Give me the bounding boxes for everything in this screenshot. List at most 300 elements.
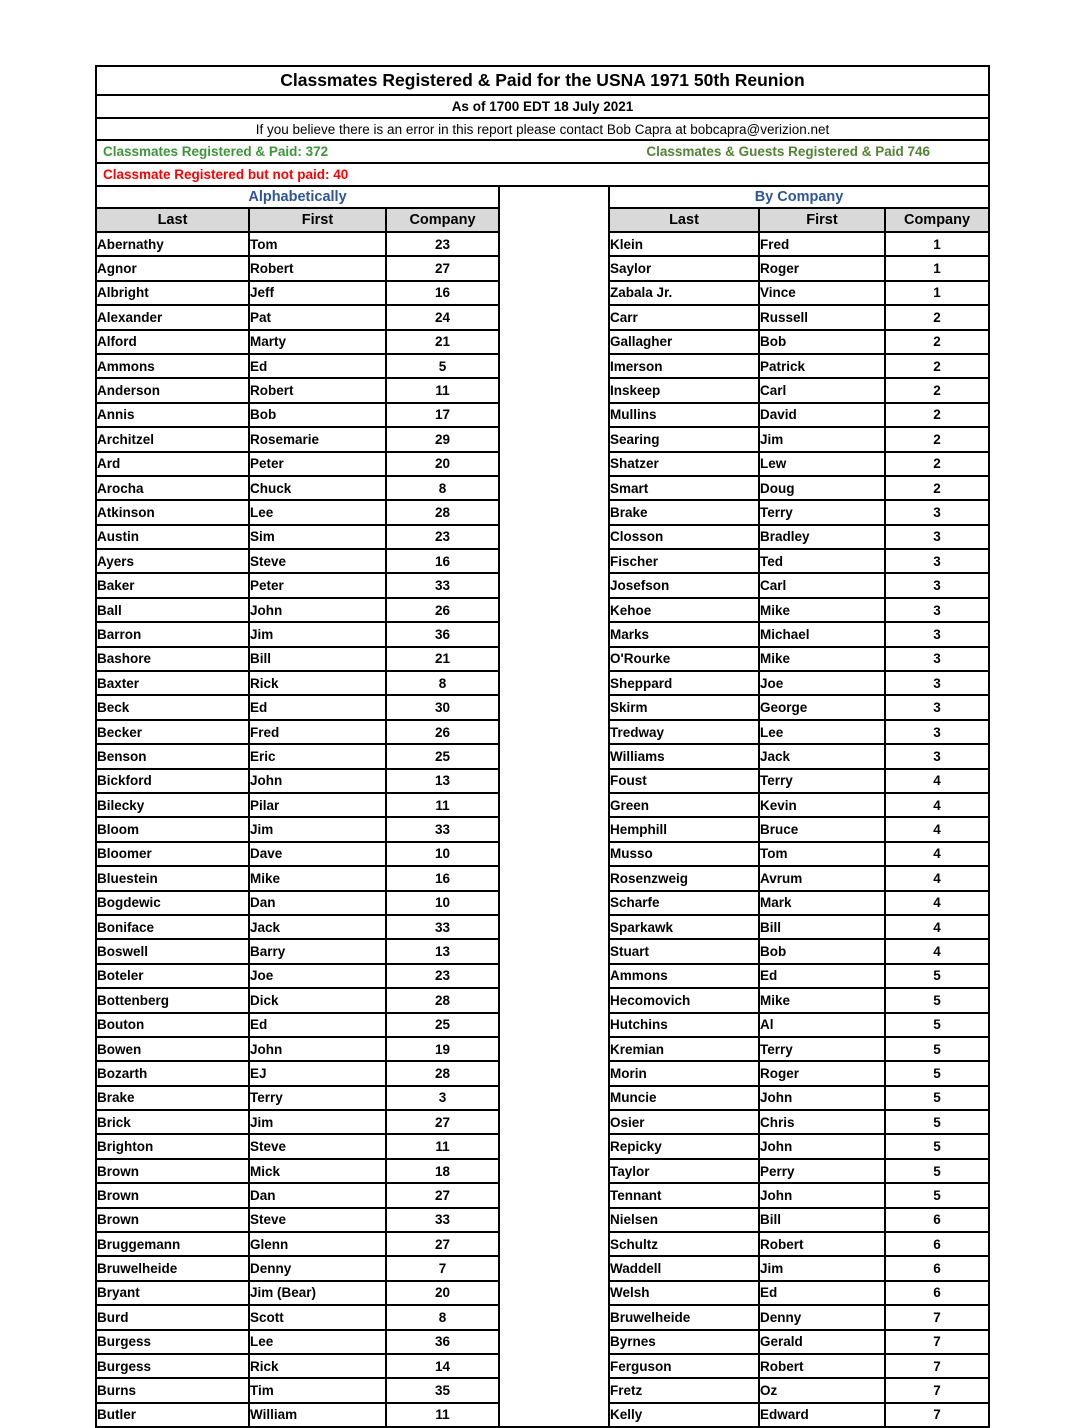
table-row: [609, 525, 989, 549]
table-row: [609, 573, 989, 597]
first-name-cell: Robert: [249, 378, 386, 402]
company-cell: 2: [885, 330, 989, 354]
first-name-cell: Tim: [249, 1378, 386, 1402]
first-name-cell: Lee: [249, 500, 386, 524]
last-name-cell: Boswell: [96, 939, 249, 963]
first-name-cell: Peter: [249, 573, 386, 597]
last-name-cell: Bottenberg: [96, 988, 249, 1012]
company-cell: 6: [885, 1281, 989, 1305]
table-row: [96, 1305, 499, 1329]
company-cell: 1: [885, 256, 989, 280]
last-name-cell: Tennant: [609, 1183, 759, 1207]
first-name-cell: Marty: [249, 330, 386, 354]
table-row: [96, 330, 499, 354]
company-cell: 26: [386, 720, 499, 744]
first-name-cell: Ted: [759, 549, 885, 573]
last-name-cell: Smart: [609, 476, 759, 500]
first-name-cell: Mike: [759, 647, 885, 671]
company-cell: 4: [885, 915, 989, 939]
first-name-cell: Dan: [249, 1183, 386, 1207]
first-name-cell: Carl: [759, 573, 885, 597]
company-cell: 10: [386, 842, 499, 866]
company-cell: 1: [885, 281, 989, 305]
table-row: [96, 573, 499, 597]
first-name-cell: Dick: [249, 988, 386, 1012]
column-header-first: First: [759, 208, 885, 232]
first-name-cell: Scott: [249, 1305, 386, 1329]
table-row: [609, 1110, 989, 1134]
company-cell: 33: [386, 915, 499, 939]
company-cell: 5: [885, 1037, 989, 1061]
table-row: [609, 793, 989, 817]
error-contact-note: If you believe there is an error in this report please contact Bob Capra at bobcapra@verizion.net: [95, 117, 990, 141]
table-row: [96, 403, 499, 427]
table-row: [96, 452, 499, 476]
company-cell: 28: [386, 988, 499, 1012]
table-row: [96, 695, 499, 719]
company-cell: 2: [885, 354, 989, 378]
last-name-cell: Inskeep: [609, 378, 759, 402]
first-name-cell: Dave: [249, 842, 386, 866]
first-name-cell: Ed: [249, 695, 386, 719]
company-cell: 24: [386, 305, 499, 329]
table-row: [96, 378, 499, 402]
company-cell: 20: [386, 1281, 499, 1305]
table-row: [96, 525, 499, 549]
company-cell: 5: [885, 1061, 989, 1085]
last-name-cell: Sparkawk: [609, 915, 759, 939]
last-name-cell: Bryant: [96, 1281, 249, 1305]
company-cell: 4: [885, 793, 989, 817]
last-name-cell: Butler: [96, 1403, 249, 1427]
last-name-cell: Ferguson: [609, 1354, 759, 1378]
first-name-cell: Ed: [759, 964, 885, 988]
last-name-cell: Kremian: [609, 1037, 759, 1061]
company-cell: 25: [386, 1013, 499, 1037]
table-row: [96, 622, 499, 646]
first-name-cell: Michael: [759, 622, 885, 646]
last-name-cell: Annis: [96, 403, 249, 427]
first-name-cell: Kevin: [759, 793, 885, 817]
last-name-cell: Alford: [96, 330, 249, 354]
company-cell: 11: [386, 1134, 499, 1158]
company-cell: 11: [386, 1403, 499, 1427]
table-row: [609, 232, 989, 256]
last-name-cell: Fischer: [609, 549, 759, 573]
first-name-cell: Lew: [759, 452, 885, 476]
report-asof-date: As of 1700 EDT 18 July 2021: [95, 94, 990, 119]
first-name-cell: John: [759, 1086, 885, 1110]
table-row: [609, 891, 989, 915]
table-row: [609, 769, 989, 793]
company-cell: 8: [386, 476, 499, 500]
first-name-cell: Pat: [249, 305, 386, 329]
last-name-cell: Becker: [96, 720, 249, 744]
table-row: [96, 1208, 499, 1232]
last-name-cell: Alexander: [96, 305, 249, 329]
first-name-cell: Jack: [249, 915, 386, 939]
last-name-cell: Musso: [609, 842, 759, 866]
company-cell: 3: [885, 744, 989, 768]
table-row: [609, 720, 989, 744]
last-name-cell: Klein: [609, 232, 759, 256]
first-name-cell: Bruce: [759, 817, 885, 841]
first-name-cell: Ed: [249, 1013, 386, 1037]
last-name-cell: Taylor: [609, 1159, 759, 1183]
company-cell: 4: [885, 891, 989, 915]
company-cell: 27: [386, 1232, 499, 1256]
last-name-cell: Carr: [609, 305, 759, 329]
last-name-cell: Foust: [609, 769, 759, 793]
last-name-cell: Bozarth: [96, 1061, 249, 1085]
first-name-cell: Rosemarie: [249, 427, 386, 451]
table-row: [96, 1403, 499, 1427]
first-name-cell: John: [249, 1037, 386, 1061]
table-row: [609, 988, 989, 1012]
table-row: [96, 1110, 499, 1134]
table-row: [609, 549, 989, 573]
last-name-cell: Welsh: [609, 1281, 759, 1305]
company-cell: 10: [386, 891, 499, 915]
table-row: [96, 1134, 499, 1158]
last-name-cell: Burns: [96, 1378, 249, 1402]
first-name-cell: Dan: [249, 891, 386, 915]
company-cell: 28: [386, 1061, 499, 1085]
first-name-cell: Steve: [249, 1208, 386, 1232]
table-row: [609, 1305, 989, 1329]
last-name-cell: Gallagher: [609, 330, 759, 354]
classmates-registered-paid-count: Classmates Registered & Paid: 372: [103, 144, 329, 159]
company-cell: 7: [885, 1330, 989, 1354]
last-name-cell: Fretz: [609, 1378, 759, 1402]
last-name-cell: Williams: [609, 744, 759, 768]
first-name-cell: Carl: [759, 378, 885, 402]
last-name-cell: Baker: [96, 573, 249, 597]
company-cell: 16: [386, 549, 499, 573]
company-cell: 17: [386, 403, 499, 427]
company-cell: 28: [386, 500, 499, 524]
company-cell: 6: [885, 1208, 989, 1232]
table-row: [96, 354, 499, 378]
table-row: [96, 1354, 499, 1378]
last-name-cell: Hecomovich: [609, 988, 759, 1012]
first-name-cell: Rick: [249, 671, 386, 695]
table-row: [609, 964, 989, 988]
first-name-cell: Bradley: [759, 525, 885, 549]
first-name-cell: Mick: [249, 1159, 386, 1183]
company-cell: 23: [386, 525, 499, 549]
first-name-cell: Fred: [249, 720, 386, 744]
first-name-cell: Avrum: [759, 866, 885, 890]
table-row: [609, 354, 989, 378]
company-cell: 2: [885, 305, 989, 329]
first-name-cell: Steve: [249, 1134, 386, 1158]
first-name-cell: George: [759, 695, 885, 719]
company-cell: 7: [386, 1256, 499, 1280]
first-name-cell: Lee: [759, 720, 885, 744]
table-row: [96, 598, 499, 622]
last-name-cell: Burgess: [96, 1354, 249, 1378]
last-name-cell: Bashore: [96, 647, 249, 671]
last-name-cell: Benson: [96, 744, 249, 768]
table-row: [96, 671, 499, 695]
last-name-cell: Searing: [609, 427, 759, 451]
table-row: [96, 1183, 499, 1207]
company-cell: 4: [885, 817, 989, 841]
last-name-cell: Bloomer: [96, 842, 249, 866]
last-name-cell: Kehoe: [609, 598, 759, 622]
last-name-cell: Scharfe: [609, 891, 759, 915]
last-name-cell: Beck: [96, 695, 249, 719]
alphabetical-header-row: [96, 208, 499, 232]
last-name-cell: Shatzer: [609, 452, 759, 476]
last-name-cell: Kelly: [609, 1403, 759, 1427]
last-name-cell: Ball: [96, 598, 249, 622]
company-cell: 3: [885, 525, 989, 549]
first-name-cell: Bob: [759, 330, 885, 354]
company-cell: 5: [885, 1086, 989, 1110]
first-name-cell: Perry: [759, 1159, 885, 1183]
first-name-cell: Joe: [249, 964, 386, 988]
first-name-cell: Ed: [249, 354, 386, 378]
first-name-cell: Bob: [249, 403, 386, 427]
last-name-cell: Osier: [609, 1110, 759, 1134]
table-row: [609, 256, 989, 280]
first-name-cell: Doug: [759, 476, 885, 500]
last-name-cell: Rosenzweig: [609, 866, 759, 890]
first-name-cell: Bob: [759, 939, 885, 963]
company-cell: 4: [885, 842, 989, 866]
last-name-cell: Bilecky: [96, 793, 249, 817]
table-row: [609, 744, 989, 768]
table-row: [609, 500, 989, 524]
company-cell: 6: [885, 1232, 989, 1256]
last-name-cell: Brown: [96, 1183, 249, 1207]
table-separator: [498, 185, 610, 1428]
table-row: [609, 330, 989, 354]
classmates-guests-registered-paid-count: Classmates & Guests Registered & Paid 746: [646, 144, 930, 159]
first-name-cell: Russell: [759, 305, 885, 329]
last-name-cell: Bluestein: [96, 866, 249, 890]
last-name-cell: Agnor: [96, 256, 249, 280]
table-row: [96, 647, 499, 671]
last-name-cell: Bogdewic: [96, 891, 249, 915]
table-row: [609, 939, 989, 963]
company-cell: 7: [885, 1354, 989, 1378]
company-cell: 30: [386, 695, 499, 719]
last-name-cell: Bruwelheide: [609, 1305, 759, 1329]
company-cell: 23: [386, 964, 499, 988]
last-name-cell: Sheppard: [609, 671, 759, 695]
first-name-cell: Bill: [759, 1208, 885, 1232]
table-row: [96, 256, 499, 280]
by-company-table-title: By Company: [609, 186, 989, 208]
last-name-cell: Nielsen: [609, 1208, 759, 1232]
last-name-cell: Hutchins: [609, 1013, 759, 1037]
first-name-cell: Jeff: [249, 281, 386, 305]
company-cell: 3: [885, 695, 989, 719]
company-cell: 5: [885, 1159, 989, 1183]
last-name-cell: Skirm: [609, 695, 759, 719]
last-name-cell: Josefson: [609, 573, 759, 597]
table-row: [96, 988, 499, 1012]
company-cell: 3: [885, 671, 989, 695]
table-row: [96, 1061, 499, 1085]
last-name-cell: Bouton: [96, 1013, 249, 1037]
company-cell: 13: [386, 769, 499, 793]
company-cell: 21: [386, 330, 499, 354]
first-name-cell: John: [759, 1183, 885, 1207]
table-row: [96, 1037, 499, 1061]
table-row: [609, 1086, 989, 1110]
first-name-cell: Barry: [249, 939, 386, 963]
company-cell: 2: [885, 452, 989, 476]
last-name-cell: Brown: [96, 1208, 249, 1232]
company-cell: 21: [386, 647, 499, 671]
table-row: [609, 866, 989, 890]
table-row: [96, 1281, 499, 1305]
company-cell: 4: [885, 866, 989, 890]
last-name-cell: Green: [609, 793, 759, 817]
table-row: [609, 842, 989, 866]
table-row: [609, 1183, 989, 1207]
first-name-cell: Oz: [759, 1378, 885, 1402]
registered-not-paid-count: Classmate Registered but not paid: 40: [95, 162, 990, 187]
last-name-cell: Burgess: [96, 1330, 249, 1354]
company-cell: 1: [885, 232, 989, 256]
first-name-cell: John: [249, 598, 386, 622]
first-name-cell: Robert: [249, 256, 386, 280]
first-name-cell: Terry: [759, 769, 885, 793]
first-name-cell: Robert: [759, 1232, 885, 1256]
last-name-cell: Baxter: [96, 671, 249, 695]
first-name-cell: Tom: [249, 232, 386, 256]
company-cell: 29: [386, 427, 499, 451]
company-cell: 8: [386, 671, 499, 695]
table-row: [609, 598, 989, 622]
last-name-cell: Abernathy: [96, 232, 249, 256]
first-name-cell: Sim: [249, 525, 386, 549]
first-name-cell: John: [759, 1134, 885, 1158]
table-row: [96, 964, 499, 988]
last-name-cell: Waddell: [609, 1256, 759, 1280]
first-name-cell: Mark: [759, 891, 885, 915]
last-name-cell: Imerson: [609, 354, 759, 378]
last-name-cell: Austin: [96, 525, 249, 549]
company-cell: 7: [885, 1305, 989, 1329]
last-name-cell: Atkinson: [96, 500, 249, 524]
company-cell: 11: [386, 378, 499, 402]
first-name-cell: Jack: [759, 744, 885, 768]
company-cell: 5: [885, 964, 989, 988]
table-row: [96, 476, 499, 500]
company-cell: 3: [386, 1086, 499, 1110]
table-row: [96, 549, 499, 573]
table-row: [609, 452, 989, 476]
table-row: [96, 281, 499, 305]
first-name-cell: Al: [759, 1013, 885, 1037]
first-name-cell: Rick: [249, 1354, 386, 1378]
table-row: [96, 720, 499, 744]
first-name-cell: Mike: [249, 866, 386, 890]
first-name-cell: David: [759, 403, 885, 427]
last-name-cell: Ayers: [96, 549, 249, 573]
alphabetical-table-title: Alphabetically: [96, 186, 499, 208]
first-name-cell: Denny: [249, 1256, 386, 1280]
company-cell: 16: [386, 866, 499, 890]
table-row: [96, 1256, 499, 1280]
company-cell: 7: [885, 1378, 989, 1402]
first-name-cell: Mike: [759, 598, 885, 622]
column-header-first: First: [249, 208, 386, 232]
company-cell: 5: [885, 1183, 989, 1207]
last-name-cell: Ard: [96, 452, 249, 476]
company-cell: 35: [386, 1378, 499, 1402]
company-cell: 3: [885, 598, 989, 622]
table-row: [609, 1378, 989, 1402]
first-name-cell: Pilar: [249, 793, 386, 817]
first-name-cell: Joe: [759, 671, 885, 695]
first-name-cell: Eric: [249, 744, 386, 768]
first-name-cell: Roger: [759, 256, 885, 280]
company-cell: 27: [386, 256, 499, 280]
first-name-cell: Bill: [759, 915, 885, 939]
company-cell: 18: [386, 1159, 499, 1183]
company-cell: 5: [885, 1110, 989, 1134]
first-name-cell: Denny: [759, 1305, 885, 1329]
first-name-cell: Terry: [249, 1086, 386, 1110]
last-name-cell: Byrnes: [609, 1330, 759, 1354]
table-row: [96, 427, 499, 451]
first-name-cell: Jim: [249, 622, 386, 646]
last-name-cell: Bloom: [96, 817, 249, 841]
table-row: [96, 842, 499, 866]
last-name-cell: Bruggemann: [96, 1232, 249, 1256]
company-cell: 20: [386, 452, 499, 476]
table-row: [96, 232, 499, 256]
last-name-cell: Ammons: [609, 964, 759, 988]
last-name-cell: Muncie: [609, 1086, 759, 1110]
company-cell: 4: [885, 769, 989, 793]
table-row: [609, 695, 989, 719]
last-name-cell: Burd: [96, 1305, 249, 1329]
first-name-cell: Jim (Bear): [249, 1281, 386, 1305]
last-name-cell: Barron: [96, 622, 249, 646]
first-name-cell: EJ: [249, 1061, 386, 1085]
last-name-cell: Brighton: [96, 1134, 249, 1158]
company-cell: 2: [885, 378, 989, 402]
table-row: [96, 939, 499, 963]
first-name-cell: Edward: [759, 1403, 885, 1427]
first-name-cell: Bill: [249, 647, 386, 671]
table-row: [609, 1013, 989, 1037]
last-name-cell: Mullins: [609, 403, 759, 427]
table-row: [96, 1086, 499, 1110]
last-name-cell: Bickford: [96, 769, 249, 793]
company-cell: 26: [386, 598, 499, 622]
table-row: [609, 817, 989, 841]
company-cell: 5: [386, 354, 499, 378]
table-row: [609, 1281, 989, 1305]
last-name-cell: Brown: [96, 1159, 249, 1183]
company-cell: 2: [885, 427, 989, 451]
table-row: [96, 1330, 499, 1354]
last-name-cell: Tredway: [609, 720, 759, 744]
first-name-cell: Chris: [759, 1110, 885, 1134]
table-row: [609, 427, 989, 451]
table-row: [609, 1134, 989, 1158]
table-row: [609, 476, 989, 500]
